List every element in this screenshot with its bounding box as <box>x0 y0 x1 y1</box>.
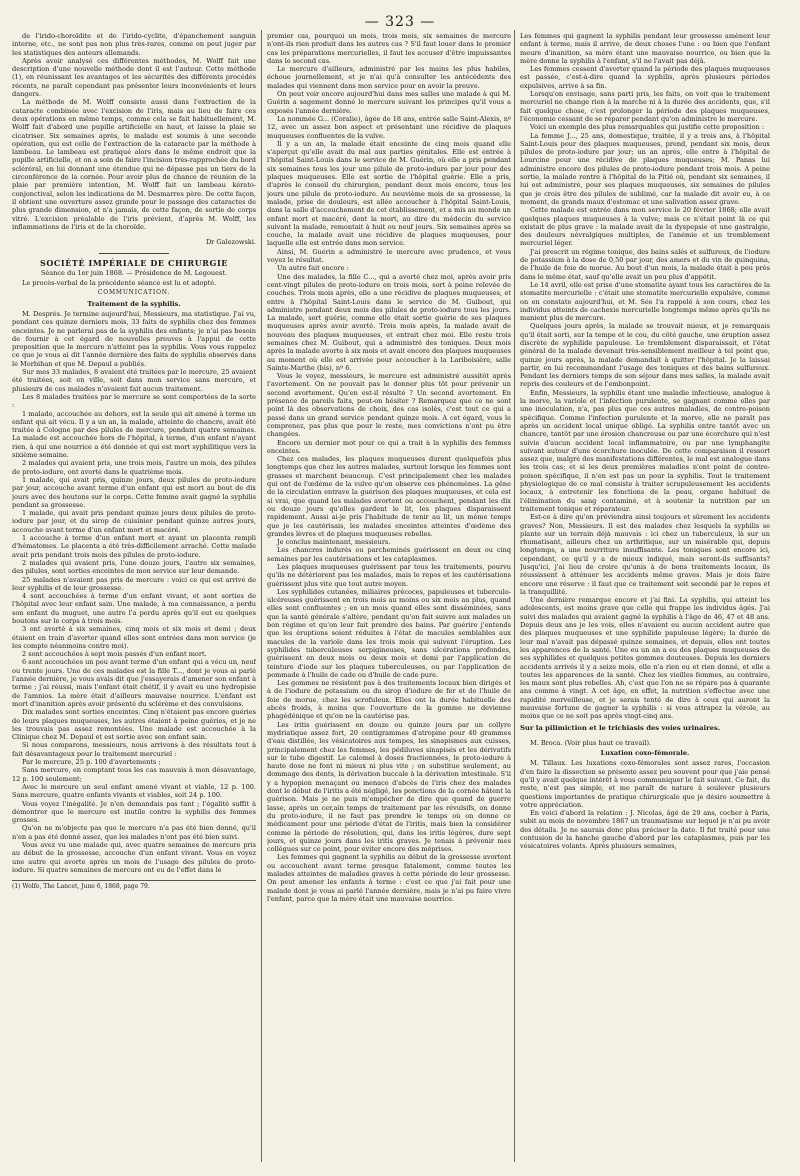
paragraph: M. Tillaux. Les luxations coxo-fémorales sont assez rares, l'occasion d'en faire la dissection se présente assez peu souvent pour que j'aie pensé qu'il y avait quelque intérêt à vous communiquer le fait suivant. Ce fait, du reste, n'est pas simple, et me paraît de nature à soulever plusieurs questions importantes de pratique chirurgicale que je désire soumettre à votre appréciation. <box>520 759 770 809</box>
paragraph: Je conclus maintenant, messieurs. <box>277 538 391 547</box>
paragraph: 1 accouche à terme d'un enfant mort et ayant un placenta rempli d'hématomes. Le placenta a été très-difficilement arraché. Cette malade avait pris pendant trois mois des pilules de proto-iodure. <box>12 534 256 559</box>
column-middle <box>267 32 511 1162</box>
paragraph: Vous voyez l'inégalité. Je n'en demandais pas tant ; l'égalité suffit à démontrer que le mercure est inutile contre la syphilis des femmes grosses. <box>12 799 256 825</box>
paragraph: Un autre fait encore : <box>277 264 349 273</box>
paragraph: Les femmes qui gagnent la syphilis au début de la grossesse avortent ou accouchent avant terme presque fatalement, comme toutes les malades atteintes de maladies graves à cette période de leur grossesse. On peut amener les enfants à terme : c'est ce que j'ai fait pour une malade dont je vous ai parlé l'année dernière, mais je n'ai pu faire vivre l'enfant, parce que la mère était une mauvaise nourrice. <box>267 853 511 903</box>
paragraph: Voici un exemple des plus remarquables qui justifie cette proposition : <box>530 123 765 132</box>
paragraph: Ainsi, M. Guérin a administré le mercure avec prudence, et vous voyez le résultat. <box>267 247 511 265</box>
paragraph: Les iritis guérissent en douze ou quinze jours par un collyre mydriatique assez fort, 20 centigrammes d'atropine pour 40 grammes d'eau distillée, les vésicatoires aux tempes, les sinapismes aux cuisses, principalement chez les femmes, les pédiluves sinapisés et les dérivatifs sur le tube digestif. Le calomel à doses fractionnées, le proto-iodure à haute dose ne font ni mieux ni plus vite ; on substitue seulement, au dommage des dents, la dérivation buccale à la dérivation intestinale. S'il y a hypopion menaçant ou menace d'abcès de l'iris chez des malades dont le début de l'iritis a été négligé, les ponctions de la cornée hâtent la guérison. Mais je ne puis m'empêcher de dire que quand de guerre lasse, après un cer,ain temps de traitement par les révulsifs, on donne du proto-iodure, il ne faut pas prendre le temps où on donne ce médicament pour une période d'état de l'iritis, mais bien la considérer comme la période de résolution, qui, dans les iritis légères, dure sept jours, et quinze jours dans les iritis graves. Je tenais à prévenir mes collègues sur ce point, pour éviter encore des méprises. <box>267 720 511 854</box>
paragraph: Le mercure d'ailleurs, administré par les mains les plus habiles, échoue journellement, et je n'ai qu'à consulter les antécédents des malades qui viennent dans mon service pour en avoir la preuve. <box>267 65 511 90</box>
paragraph: La méthode de M. Wolff consiste aussi dans l'extraction de la cataracte combinée avec l'excision de l'iris, mais au lieu de faire ces deux opérations en même temps, comme cela se fait habituellement, M. Wolff fait d'abord une pupille artificielle en haut, et laisse la plaie se cicatriser. Six semaines après, le malade est soumis à une seconde opération, qui est celle de l'extraction de la cataracte par la méthode à lambeau. Le lambeau est pratiqué alors dans le même endroit que la pupille artificielle, et on a soin de faire l'incision très-rapprochée du bord scléréral, en lui donnant une étendue qui ne dépasse pas un tiers de la circonférence de la cornée. Pour avoir plus de chance de réunion de la plaie par première intention, M. Wolff fait un lambeau kérato-conjonctival, selon les indications de M. Desmarres père. De cette façon, il obtient une ouverture assez grande pour le passage des cataractes de plus grande dimension, et n'a jamais, de cette façon, de sortie de corps vitré. L'excision préalable de l'iris prévient, d'après M. Wolff, les inflammations de l'iris et de la choroïde. <box>12 98 256 231</box>
paragraph: de l'irido-choroïdite et de l'irido-cyclite, d'épanchement sanguin interne, etc., ne sont pas non plus très-rares, comme on peut juger par les statistiques des auteurs allemands. <box>12 32 256 57</box>
paragraph: M. Després. Je termine aujourd'hui, Messieurs, ma statistique. J'ai vu, pendant ces quinze derniers mois, 33 faits de syphilis chez des femmes enceintes. Je ne parlerai pas de la syphilis des enfants; je n'ai pas besoin de fournir à cet égard de nouvelles preuves à l'appui de cette proposition que le mercure n'atteint pas la syphilis. Vous vous rappelez ce que je vous ai dit l'année dernière des faits de syphilis observés dans le Morbihan et que M. Depaul a publiés. <box>12 310 256 368</box>
paragraph: M. Broca. (Voir plus haut ce travail). <box>530 738 652 747</box>
paragraph: Si nous comparons, messieurs, nous arrivons à des résultats tout à fait désavantageux pour le traitement mercuriel : <box>12 741 256 758</box>
paragraph: Le 14 avril, elle est prise d'une stomatite ayant tous les caractères de la stomatite mercurielle : c'était une stomatite mercurielle expulsive, comme on en constate aujourd'hui, et M. Sée l'a rappelé à son cours, chez les individus atteints de cachexie mercurielle longtemps même après qu'ils ne manient plus de mercure. <box>520 280 770 323</box>
paragraph: 4 sont accouchées à terme d'un enfant vivant, et sont sorties de l'hôpital avec leur enfant sain. Une malade, à ma connaissance, a perdu son enfant du muguet, une autre l'a perdu après qu'il eut eu quelques boutons sur le corps à trois mois. <box>12 592 256 625</box>
subheading: COMMUNICATION. <box>97 289 171 297</box>
paragraph: Une dernière remarque encore et j'ai fini. La syphilis, qui atteint les adolescents, est moins grave que celle qui frappe les individus âgés. J'ai suivi des malades qui avaient gagné la syphilis à l'âge de 46, 47 et 48 ans. Depuis deux ans je les vois, elles n'avaient eu aucun accident autre que des plaques muqueuses et une syphilide papuleuse légère; la durée de leur mal n'avait pas dépassé quinze semaines, et depuis, elles ont toutes les apparences de la santé. Une eu un an a eu des plaques muqueuses de ses syphilides et quelques petites gommes douteuses. Depuis les derniers accidents arrivés il y a seize mois, elle n'a rien eu et rien donné, et elle a toutes les apparences de la santé. Chez les vieilles femmes, au contraire, les maux sont plus rebelles. Ah, c'est que l'on ne se répare pas à quarante ans comme à vingt. A cet âge, en effet, la nutrition s'effectue avec une rapidité merveilleuse, et je serais tenté de dire à ceux qui auront la mauvaise fortune de gagner la syphilis : si vous attrapez la vérole, au moins que ce ne soit pas après vingt-cinq ans. <box>520 596 770 721</box>
paragraph: Sans mercure, en comptant tous les cas mauvais à mon désavantage, 12 p. 100 seulement; <box>12 766 256 783</box>
paragraph: On peut voir encore aujourd'hui dans mes salles une malade à qui M. Guérin a sagement donné le mercure suivant les principes qu'il vous a exposés l'année dernière. <box>267 90 511 115</box>
page-number: — 323 — <box>364 14 436 30</box>
paragraph: 25 malades n'avaient pas pris de mercure : voici ce qui est arrivé de leur syphilis et de leur grossesse. <box>12 575 256 592</box>
paragraph: 1 malade, qui avait pris pendant quinze jours deux pilules de proto-iodure par jour, et du sirop de cuisinier pendant quinze autres jours, accouche avant terme d'un enfant mort et macéré. <box>12 509 256 534</box>
paragraph: Il y a un an, la malade était enceinte de cinq mois quand elle s'aperçut qu'elle avait du mal aux parties génitales. Elle est entrée à l'hôpital Saint-Louis dans le service de M. Guérin, où elle a pris pendant six semaines tous les jour une pilule de proto-iodure par jour pour des plaques muqueuses. Elle est sortie de l'hôpital guérie. Elle a pris, d'après le conseil du chirurgien, pendant deux mois encore, tous les jours une pilule de proto-iodure. Au neuvième mois de sa grossesse, la malade, prise de douleurs, est allée accoucher à l'hôpital Saint-Louis, dans la salle d'accouchement de cet établissement, et a mis au monde un enfant mort et macéré, dont la mort, au dire du médecin du service suivant la malade, remontait à huit ou neuf jours. Six semaines après sa couche, la malade avait une récidive de plaques muqueuses, pour laquelle elle est entrée dans mon service. <box>267 139 511 248</box>
paragraph: 2 malades qui avaient pris, l'une douze jours, l'autre six semaines, des pilules, sont sorties enceintes de mon service sur leur demande. <box>12 558 256 576</box>
paragraph: Vous avez vu une malade qui, avec quatre semaines de mercure pris au début de la grossesse, accouche d'un enfant vivant. Vous en voyez une autre qui avorte après un mois de l'usage des pilules de proto-iodure. Si quatre semaines de mercure ont eu de l'effet dans le <box>12 841 256 874</box>
column-right <box>520 32 770 1162</box>
paragraph: Les femmes qui gagnent la syphilis pendant leur grossesse amènent leur enfant à terme, mais il arrive, de deux choses l'une : ou bien que l'enfant meure d'inanition, sa mère étant une mauvaise nourrice, ou bien que la mère donne la syphilis à l'enfant, s'il ne l'avait pas déjà. <box>520 32 770 65</box>
paragraph: 1 malade, accouchée au dehors, est la seule qui ait amené à terme un enfant qui ait vécu. Il y a un an, la malade, atteinte de chancre, avait été traitée à Cologne par des pilules de mercure, pendant quatre semaines. La malade est accouchée hors de l'hôpital, à terme, d'un enfant n'ayant rien, à qui une nourrice a été donnée et qui est mort syphilitique vers la sixième semaine. <box>12 409 256 460</box>
section-heading: Sur la pilimiction et le trichiasis des voies urinaires. <box>520 723 721 732</box>
paragraph: Les plaques muqueuses guérissent par tous les traitements, pourvu qu'ils ne détériorent pas les malades, mais le repos et les cautérisations guérissent plus vite que tout autre moyen. <box>267 563 511 588</box>
paragraph: Qu'on ne m'objecte pas que le mercure n'a pas été bien donné, qu'il n'en a pas été donné assez, que les malades n'ont pas été bien suivi. <box>12 824 256 841</box>
society-heading: SOCIÉTÉ IMPÉRIALE DE CHIRURGIE <box>39 257 229 268</box>
footnote: (1) Wolfe, The Lancet, June 6, 1868, page 79. <box>12 880 256 891</box>
signature: Dr Galezowski. <box>205 237 256 246</box>
paragraph: Chez ces malades, les plaques muqueuses durent quelquefois plus longtemps que chez les autres malades, surtout lorsque les femmes sont grasses et marchent beaucoup. C'est principalement chez les malades qui ont de l'œdème de la vulve qu'on observe ces phénomènes. La gêne de la circulation entrave la guérison des plaques muqueuses, et cela est si vrai, que quand les malades avortent ou accouchent, pendant les dix ou douze jours qu'elles gardent le lit, les plaques disparaissent rapidement. Aussi ai-je pris l'habitude de tenir au lit, un même temps que je les cautérisais, les malades enceintes atteintes d'œdème des grandes lèvres et de plaques muqueuses rebelles. <box>267 455 511 538</box>
paragraph: Le procès-verbal de la précédente séance est lu et adopté. <box>22 279 217 288</box>
paragraph: Enfin, Messieurs, la syphilis étant une maladie infectieuse, analogue à la morve, la variole et l'infection purulente, se gagnant comme elles par une inoculation, n'a, pas plus que ces autres maladies, de contre-poison spécifique. Comme l'infection purulente et la morve, elle ne paraît pas après un accident local unique obligé. La syphilis entre tantôt avec un chancre, tantôt par une érosion chancreuse ou par une écorchure qui n'est suivie d'aucun accident local inflammatoire, ou par une lymphangite suivant autour d'une écorchure inoculée. De cette comparaison il ressort assez que, malgré des manifestations différentes, le mal est analogue dans les trois cas; et si les deux premières maladies n'ont point de contre-poison spécifique, il n'en est pas un pour la syphilis. Tout le traitement physiologique de ce mal consiste à traiter scrupuleusement les accidents locaux, à entretenir les fonctions de la peau, organe habituel de l'élimination du sang contaminé, et à soutenir la nutrition par un traitement tonique et réparateur. <box>520 388 770 513</box>
paragraph: Vous le voyez, messieurs, le mercure est administré aussitôt après l'avortement. On ne pouvait pas le donner plus tôt pour prévenir un second avortement. Qu'en est-il résulté ? Un second avortement. En présence de pareils faits, peut-on hésiter ? Remarquez que ce ne sont point là des observations de choix, des cas isolés, c'est tout ce qui a passé dans un grand service pendant quinze mois. A cet égard, vous le comprenez, pas plus que pour le reste, mes convictions n'ont pu être changées. <box>267 372 511 439</box>
paragraph: Cette malade est entrée dans mon service le 20 février 1868; elle avait quelques plaques muqueuses à la vulve; mais ce n'était point là ce qui existait de plus grave : la malade avait de la dyspepsie et une gastralgie, des douleurs névralgiques multiples, de l'anémie et un tremblement mercuriel léger. <box>520 206 770 248</box>
paragraph: Lorsqu'on envisage, sans parti pris, les faits, on voit que le traitement mercuriel ne change rien à la marche ni à la durée des accidents, que, s'il fait quelque chose, c'est prolonger la période des plaques muqueuses, l'économie cessant de se réparer pendant qu'on administre le mercure. <box>520 90 770 123</box>
paragraph: Est-ce à dire qu'on préviendra ainsi toujours et sûrement les accidents graves? Non, Messieurs. Il est des malades chez lesquels la syphilis se plante sur un terrain déjà mauvais : ici chez un tuberculeux, là sur un rhumatisant, ailleurs chez un arthritique, sur un misérable qui, depuis longtemps, a une nourriture insuffisante. Les toniques sont encore ici, cependant, ce qu'il y a de mieux indiqué, mais seront-ils suffisants? Jusqu'ici, j'ai lieu de croire qu'unis à de bons traitements locaux, ils réussissent à atténuer les accidents même graves. Mais je dois faire encore une réserve : il faut que ce traitement soit secondé par le repos et la tranquillité. <box>520 513 770 596</box>
paragraph: Les femmes cessent d'avorter quand la période des plaques muqueuses est passée, c'est-à-dire quand la syphilis, après plusieurs périodes expulsives, arrive à sa fin. <box>520 65 770 90</box>
paragraph: 6 sont accouchées un peu avant terme d'un enfant qui a vécu un, neuf ou trente jours. Une de ces malades est la fille T..., dont je vous ai parlé l'année dernière, je vous avais dit que j'essayerais d'amener son enfant à terme ; j'ai réussi, mais l'enfant était chétif, il y avait eu une hydropisie de l'amnios. La mère était d'ailleurs mauvaise nourrice. L'enfant est mort d'inanition après avoir présenté du sclérème et des convulsions. <box>12 658 256 708</box>
paragraph: 2 sont accouchées à sept mois passés d'un enfant mort. <box>22 650 207 659</box>
paragraph: 3 ont avorté à six semaines, cinq mois et six mois et demi ; deux étaient en train d'avorter quand elles sont entrées dans mon service (je les compte néanmoins contre moi). <box>12 625 256 650</box>
paragraph: Les syphilides cutanées, miliaires précoces, papuleuses et tuberculo-ulcéreuses guérissent en trois mois au moins ou six mois au plus, quand elles sont confluentes ; en un mois quand elles sont disséminées, sans que la santé générale s'altère, pendant qu'on fait suivre aux malades un bon régime et qu'on leur fait prendre des bains. Par guérire j'entends que les éruptions soient réduites à l'état de macules semblables aux macules de la variole dans les trois mois qui suivent l'éruption. Les syphilides tuberculeuses serpigineuses, sans ulcérations profondes, guérissent en deux mois ou deux mois et demi par l'application de teinture d'iode sur les plaques tuberculeuses, ou par l'application de pommade à l'huile de cade ou d'huile de cade pure. <box>267 587 511 679</box>
column-rule-left <box>261 30 262 1162</box>
paragraph: Encore un dernier mot pour ce qui a trait à la syphilis des femmes enceintes. <box>267 438 511 455</box>
column-rule-right <box>514 30 515 1162</box>
paragraph: La femme J..., 25 ans, domestique, traitée, il y a trois ans, à l'hôpital Saint-Louis pour des plaques muqueuses, prend, pendant six mois, deux pilules de proto-iodure par jour; un an après, elle entre à l'hôpital de Lourcine pour une récidive de plaques muqueuses; M. Panas lui administre encore des pilules de proto-iodure pendant trois mois. A peine sortie, la malade rentre à l'hôpital de la Pitié où, pendant six semaines, il lui est administré, pour ses plaques muqueuses, six semaines de pilules que je crois être des pilules de sublimé, car la malade dit avoir eu, à ce moment, de grands maux d'estomac et une salivation assez grave. <box>520 131 770 206</box>
paragraph: Quelques jours après, la malade se trouvait mieux, et je remarquais qu'il était sorti, sur la tempe et le cou, du côté gauche, une éruption assez discrète de syphilide papuleuse. Le tremblement disparaissait, et l'état général de la malade devenait très-sensiblement meilleur à tel point que, quinze jours après, la malade demandait à quitter l'hôpital. Je la laissai partir, en lui recommandant l'usage des toniques et des bains sulfureux. Pendant les derniers temps de son séjour dans mes salles, la malade avait repris des couleurs et de l'embonpoint. <box>520 322 770 389</box>
topic-heading: Traitement de la syphilis. <box>87 299 181 308</box>
paragraph: Dix malades sont sorties enceintes. Cinq n'étaient pas encore guéries de leurs plaques muqueuses, les autres étaient à peine guéries, et je ne les trouvais pas assez remontées. Une malade est accouchée à la Clinique chez M. Depaul et est sortie avec son enfant sain. <box>12 708 256 742</box>
section-divider <box>99 253 169 254</box>
paragraph: 2 malades qui avaient pris, une trois mois, l'autre un mois, des pilules de proto-iodure, ont avorté dans le quatrième mois. <box>12 459 256 476</box>
paragraph: Par le mercure, 25 p. 100 d'avortements ; <box>22 758 161 767</box>
paragraph: 1 malade, qui avait pris, quinze jours, deux pilules de proto-iodure par jour, accouche avant terme d'un enfant qui est mort au bout de dix jours avec des boutons sur le corps. Cette femme avait gagné la syphilis pendant sa grossesse. <box>12 475 256 509</box>
paragraph: En voici d'abord la relation : J. Nicolas, âgé de 29 ans, cocher à Paris, subit au mois de novembre 1867 un traumatisme sur lequel je n'ai pu avoir des détails. Je ne saurais donc plus préciser la date. Il fut traité pour une contusion de la hanche gauche d'abord par les cataplasmes, puis par les vésicatoires volants. Après plusieurs semaines, <box>520 809 770 851</box>
paragraph: Sur mes 33 malades, 8 avaient été traitées par le mercure, 25 avaient été traitées, soit en ville, soit dans mon service sans mercure, et plusieurs de ces malades n'avaient fait aucun traitement. <box>12 368 256 393</box>
session-line: Séance du 1er juin 1868. — Présidence de M. Legouest. <box>40 268 228 277</box>
paragraph: Après avoir analysé ces différentes méthodes, M. Wolff fait une description d'une nouvelle méthode dont il est l'auteur. Cette méthode (1), en réunissant les avantages et les sécurités des différents procédés récents, ne paraît cependant pas présenter leurs inconvénients et leurs dangers. <box>12 56 256 99</box>
paragraph: Avec le mercure un seul enfant amené vivant et viable, 12 p. 100. Sans mercure, quatre enfants vivants et viables, soit 24 p. 100. <box>12 782 256 800</box>
paragraph: J'ai prescrit un régime tonique, des bains salés et sulfureux, de l'iodure de potassium à la dose de 0,50 par jour, des amers et du vin de quinquina, de l'huile de foie de morue. Au bout d'un mois, la malade était à peu près dans le même état, sauf qu'elle avait un peu plus d'appétit. <box>520 247 770 281</box>
paragraph: Les gommes ne résistent pas à des traitements locaux bien dirigés et à de l'iodure de potassium ou du sirop d'iodure de fer et de l'huile de foie de morue, chez les scrofuleux. Elles ont la durée habituelle des abcès froids, à moins que l'ouverture de la gomme ne devienne phagédénique et qu'on ne la cautérise pas. <box>267 679 511 721</box>
paragraph: Les 8 malades traitées par le mercure se sont comportées de la sorte : <box>12 392 256 410</box>
paragraph: La nommée G... (Coralie), âgée de 18 ans, entrée salle Saint-Alexis, nº 12, avec un assez bon aspect et présentant une récidive de plaques muqueuses confluentes de la vulve. <box>267 114 511 140</box>
paragraph: Les chancres indurés ou parcheminés guérissent en deux ou cinq semaines par les cautérisations et les cataplasmes. <box>267 546 511 563</box>
section-heading: Luxation coxo-fémorale. <box>600 749 690 758</box>
paragraph: Une des malades, la fille C..., qui a avorté chez moi, après avoir pris cent-vingt pilules de proto-iodure en trois mois, sort à peine relevée de couches. Trois mois après, elle a une récidive de plaques muqueuses, et entre à l'hôpital Saint-Louis dans le service de M. Guibout, qui administre pendant deux mois des pilules de proto-iodure tous les jours. La malade, sort guérie, comme elle était sortie guérie de ses plaques muqueuses après avoir avorté. Trois mois après, la malade avait de nouveau des plaques muqueuses, et entrait chez moi. Elle reste trois semaines chez M. Guibout, qui a administré des toniques. Deux mois après la malade avorte à six mois et avait encore des plaques muqueuses au moment où elle est arrivée pour accoucher à la Lariboisière, salle Sainte-Marthe (bis), nº 6. <box>267 272 511 372</box>
column-left <box>12 32 256 1162</box>
paragraph: premier cas, pourquoi un mois, trois mois, six semaines de mercure n'ont-ils rien produit dans les autres cas ? S'il faut louer dans le premier cas les préparations mercurielles, il faut les accuser d'être impuissantes dans le second cas. <box>267 32 511 65</box>
